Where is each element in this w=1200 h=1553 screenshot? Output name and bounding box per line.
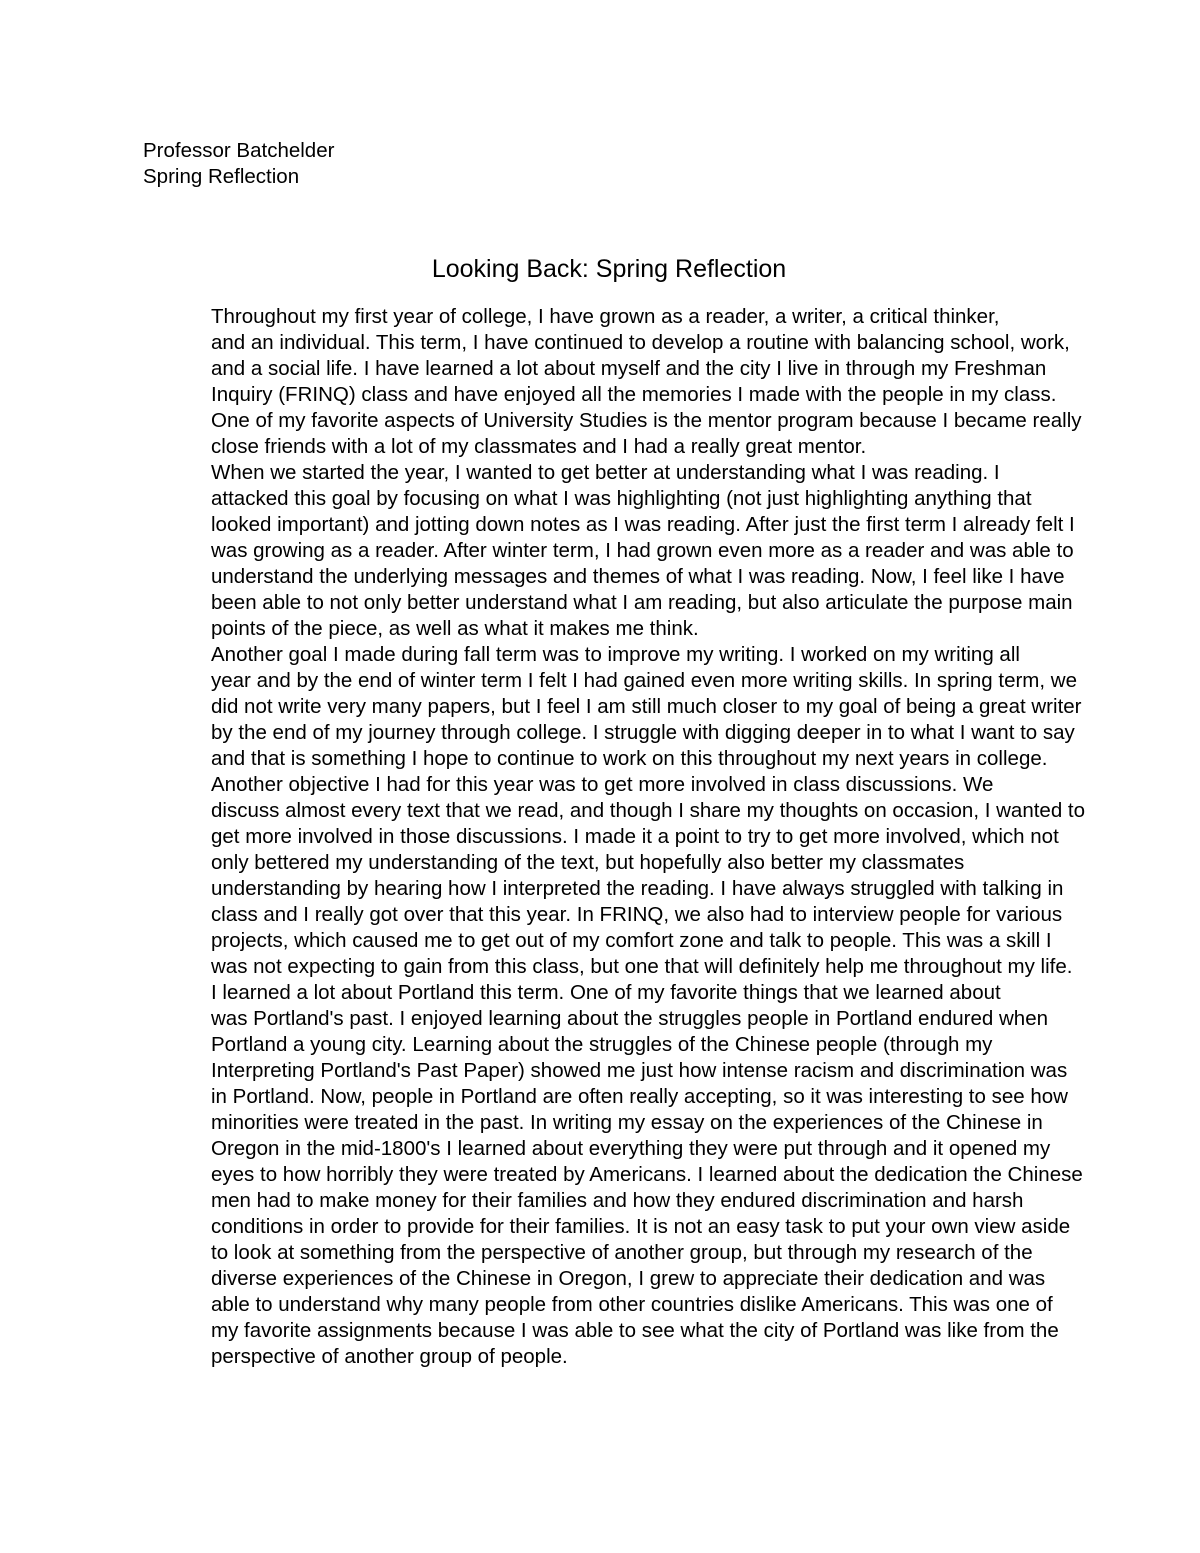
paragraph-line: When we started the year, I wanted to get better at understanding what I was reading. I (211, 461, 1000, 484)
paragraph-line: men had to make money for their families and how they endured discrimination and harsh (211, 1189, 1024, 1212)
document-body (143, 304, 1086, 1370)
paragraph-line: by the end of my journey through college. I struggle with digging deeper in to what I want to say (211, 721, 1075, 744)
paragraph-line: was Portland's past. I enjoyed learning about the struggles people in Portland endured when (211, 1007, 1048, 1030)
paragraph-line: was growing as a reader. After winter term, I had grown even more as a reader and was able to (211, 539, 1074, 562)
paragraph-line: Oregon in the mid-1800's I learned about everything they were put through and it opened my (211, 1137, 1051, 1160)
paragraph-line: been able to not only better understand what I am reading, but also articulate the purpose main (211, 591, 1073, 614)
paragraph-line: did not write very many papers, but I feel I am still much closer to my goal of being a great writer (211, 695, 1082, 718)
paragraph-line: I learned a lot about Portland this term. One of my favorite things that we learned about (211, 981, 1001, 1004)
paragraph-line: Another objective I had for this year was to get more involved in class discussions. We (211, 773, 994, 796)
paragraph-line: and a social life. I have learned a lot about myself and the city I live in through my Freshman (211, 357, 1047, 380)
paragraph-line: Throughout my first year of college, I have grown as a reader, a writer, a critical thinker, (211, 305, 1000, 328)
paragraph-line: Inquiry (FRINQ) class and have enjoyed all the memories I made with the people in my class. (211, 383, 1057, 406)
body-paragraph (143, 772, 1086, 980)
paragraph-line: Portland a young city. Learning about the struggles of the Chinese people (through my (211, 1033, 993, 1056)
course-name: Spring Reflection (143, 165, 300, 188)
paragraph-line: and an individual. This term, I have continued to develop a routine with balancing school, work, (211, 331, 1070, 354)
paragraph-line: attacked this goal by focusing on what I was highlighting (not just highlighting anything that (211, 487, 1032, 510)
paragraph-line: eyes to how horribly they were treated by Americans. I learned about the dedication the Chinese (211, 1163, 1083, 1186)
body-paragraph (143, 980, 1083, 1370)
paragraph-line: and that is something I hope to continue to work on this throughout my next years in college. (211, 747, 1048, 770)
paragraph-line: diverse experiences of the Chinese in Oregon, I grew to appreciate their dedication and was (211, 1267, 1046, 1290)
document-title: Looking Back: Spring Reflection (431, 255, 787, 283)
paragraph-line: minorities were treated in the past. In writing my essay on the experiences of the Chinese in (211, 1111, 1043, 1134)
paragraph-line: my favorite assignments because I was able to see what the city of Portland was like from the (211, 1319, 1059, 1342)
paragraph-line: understanding by hearing how I interpreted the reading. I have always struggled with talking in (211, 877, 1064, 900)
body-paragraph (143, 642, 1082, 772)
paragraph-line: to look at something from the perspective of another group, but through my research of the (211, 1241, 1033, 1264)
paragraph-line: perspective of another group of people. (211, 1345, 568, 1368)
document-page (143, 138, 1086, 1370)
paragraph-line: in Portland. Now, people in Portland are often really accepting, so it was interesting to see how (211, 1085, 1068, 1108)
paragraph-line: get more involved in those discussions. I made it a point to try to get more involved, which not (211, 825, 1059, 848)
paragraph-line: close friends with a lot of my classmates and I had a really great mentor. (211, 435, 867, 458)
paragraph-line: Interpreting Portland's Past Paper) showed me just how intense racism and discrimination was (211, 1059, 1068, 1082)
paragraph-line: only bettered my understanding of the text, but hopefully also better my classmates (211, 851, 965, 874)
paragraph-line: One of my favorite aspects of University Studies is the mentor program because I became really (211, 409, 1082, 432)
body-paragraph (143, 460, 1073, 642)
paragraph-line: points of the piece, as well as what it makes me think. (211, 617, 699, 640)
paragraph-line: discuss almost every text that we read, and though I share my thoughts on occasion, I wanted to (211, 799, 1086, 822)
professor-name: Professor Batchelder (143, 139, 335, 162)
body-paragraph (143, 304, 1082, 460)
paragraph-line: year and by the end of winter term I felt I had gained even more writing skills. In spring term, we (211, 669, 1077, 692)
paragraph-line: conditions in order to provide for their families. It is not an easy task to put your own view aside (211, 1215, 1071, 1238)
paragraph-line: Another goal I made during fall term was to improve my writing. I worked on my writing all (211, 643, 1020, 666)
paragraph-line: understand the underlying messages and themes of what I was reading. Now, I feel like I have (211, 565, 1065, 588)
paragraph-line: looked important) and jotting down notes as I was reading. After just the first term I already felt I (211, 513, 1075, 536)
paragraph-line: class and I really got over that this year. In FRINQ, we also had to interview people for various (211, 903, 1063, 926)
paragraph-line: projects, which caused me to get out of my comfort zone and talk to people. This was a skill I (211, 929, 1052, 952)
paragraph-line: able to understand why many people from other countries dislike Americans. This was one of (211, 1293, 1053, 1316)
paragraph-line: was not expecting to gain from this class, but one that will definitely help me throughout my life. (211, 955, 1073, 978)
